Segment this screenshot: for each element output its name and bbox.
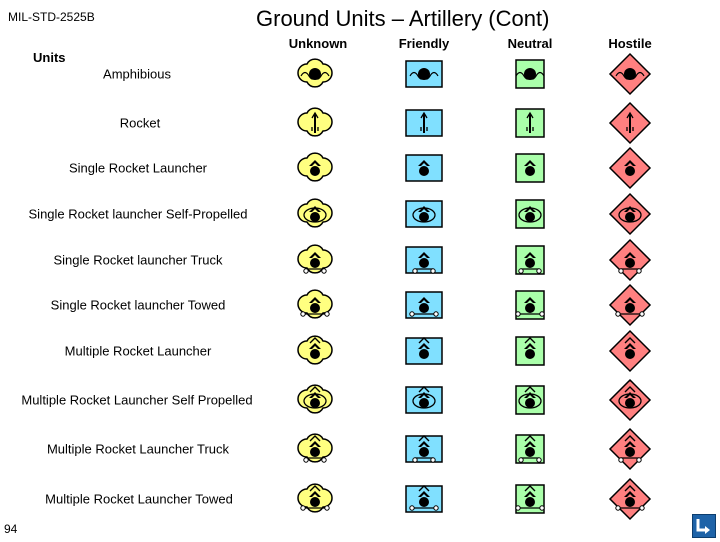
symbol-amph-neutral-icon bbox=[516, 60, 544, 88]
symbol-srl-towed-friendly-icon bbox=[406, 292, 442, 318]
column-header-friendly: Friendly bbox=[398, 36, 450, 51]
symbol-mrl-sp-neutral-icon bbox=[516, 386, 544, 414]
symbol-rocket-hostile-icon bbox=[610, 103, 650, 143]
symbol-mrl-truck-unknown-icon bbox=[298, 434, 332, 462]
symbol-srl-sp-unknown-icon bbox=[298, 199, 332, 227]
symbol-mrl-truck-hostile-icon bbox=[610, 429, 650, 469]
return-arrow-icon bbox=[693, 515, 715, 537]
row-label-mrl-sp: Multiple Rocket Launcher Self Propelled bbox=[21, 392, 253, 408]
symbol-mrl-sp-friendly-icon bbox=[406, 387, 442, 413]
symbol-mrl-unknown-icon bbox=[298, 336, 332, 364]
symbol-mrl-towed-hostile-icon bbox=[610, 479, 650, 519]
row-label-mrl-truck: Multiple Rocket Launcher Truck bbox=[46, 441, 230, 457]
row-label-mrl-towed: Multiple Rocket Launcher Towed bbox=[45, 491, 233, 507]
row-label-srl: Single Rocket Launcher bbox=[68, 160, 208, 176]
symbol-srl-neutral-icon bbox=[516, 154, 544, 182]
symbol-srl-truck-hostile-icon bbox=[610, 240, 650, 280]
document-id: MIL-STD-2525B bbox=[8, 10, 95, 24]
symbol-srl-truck-neutral-icon bbox=[516, 246, 544, 274]
symbol-srl-sp-friendly-icon bbox=[406, 201, 442, 227]
symbol-mrl-neutral-icon bbox=[516, 337, 544, 365]
symbol-mrl-truck-friendly-icon bbox=[406, 436, 442, 462]
row-label-amph: Amphibious bbox=[103, 66, 171, 82]
symbol-mrl-sp-unknown-icon bbox=[298, 385, 332, 413]
symbol-srl-towed-neutral-icon bbox=[516, 291, 544, 319]
symbol-amph-hostile-icon bbox=[610, 54, 650, 94]
row-label-srl-towed: Single Rocket launcher Towed bbox=[50, 297, 226, 313]
symbol-rocket-friendly-icon bbox=[406, 110, 442, 136]
symbol-srl-truck-friendly-icon bbox=[406, 247, 442, 273]
return-button[interactable] bbox=[692, 514, 716, 538]
symbol-amph-friendly-icon bbox=[406, 61, 442, 87]
symbol-srl-friendly-icon bbox=[406, 155, 442, 181]
symbol-srl-unknown-icon bbox=[298, 153, 332, 181]
row-label-rocket: Rocket bbox=[119, 115, 161, 131]
symbol-mrl-sp-hostile-icon bbox=[610, 380, 650, 420]
row-label-srl-truck: Single Rocket launcher Truck bbox=[53, 252, 223, 268]
symbol-mrl-towed-neutral-icon bbox=[516, 485, 544, 513]
row-label-srl-sp: Single Rocket launcher Self-Propelled bbox=[28, 206, 248, 222]
page-title: Ground Units – Artillery (Cont) bbox=[256, 6, 550, 31]
column-header-neutral: Neutral bbox=[507, 36, 553, 51]
symbol-srl-towed-unknown-icon bbox=[298, 290, 332, 318]
symbol-mrl-friendly-icon bbox=[406, 338, 442, 364]
column-header-unknown: Unknown bbox=[288, 36, 348, 51]
row-label-mrl: Multiple Rocket Launcher bbox=[64, 343, 212, 359]
symbol-mrl-towed-friendly-icon bbox=[406, 486, 442, 512]
page-number: 94 bbox=[4, 522, 18, 536]
column-header-hostile: Hostile bbox=[608, 36, 652, 51]
symbol-amph-unknown-icon bbox=[298, 59, 332, 87]
symbol-mrl-hostile-icon bbox=[610, 331, 650, 371]
symbol-srl-hostile-icon bbox=[610, 148, 650, 188]
symbol-mrl-truck-neutral-icon bbox=[516, 435, 544, 463]
symbol-mrl-towed-unknown-icon bbox=[298, 484, 332, 512]
symbol-rocket-neutral-icon bbox=[516, 109, 544, 137]
symbol-rocket-unknown-icon bbox=[298, 108, 332, 136]
symbol-srl-sp-neutral-icon bbox=[516, 200, 544, 228]
section-label: Units bbox=[33, 50, 66, 65]
symbol-srl-towed-hostile-icon bbox=[610, 285, 650, 325]
symbol-srl-truck-unknown-icon bbox=[298, 245, 332, 273]
symbol-srl-sp-hostile-icon bbox=[610, 194, 650, 234]
